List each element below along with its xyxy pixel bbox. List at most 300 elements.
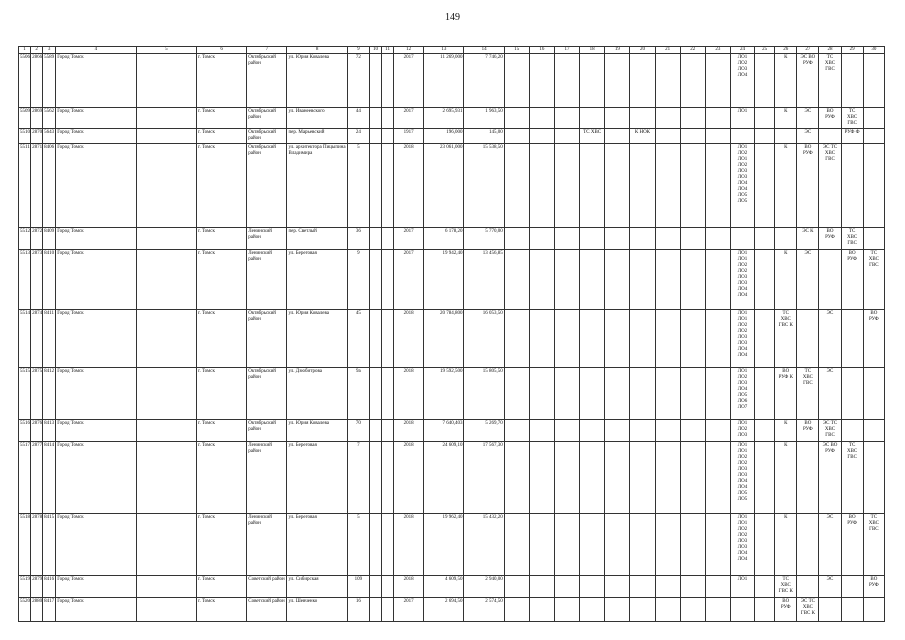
table-cell (382, 368, 394, 420)
table-cell (841, 144, 863, 228)
table-cell: 11 269,000 (424, 54, 464, 108)
table-cell (630, 420, 655, 442)
table-cell (605, 576, 630, 598)
table-cell (680, 250, 705, 310)
table-cell: 2866 (31, 54, 43, 108)
table-cell: 5506 (19, 54, 31, 108)
table-cell: 8411 (43, 310, 56, 368)
table-cell (554, 368, 579, 420)
table-cell (580, 514, 605, 576)
table-cell: 19 962,40 (424, 514, 464, 576)
table-cell: 5519 (19, 576, 31, 598)
table-cell (382, 576, 394, 598)
table-cell: ЭС ТС ХВС ГВС (819, 420, 841, 442)
table-cell (755, 514, 775, 576)
table-body (19, 54, 885, 622)
table-cell (369, 576, 381, 598)
table-cell (841, 368, 863, 420)
table-cell (136, 144, 196, 228)
column-number: 11 (382, 47, 394, 54)
table-cell (680, 108, 705, 129)
table-cell (529, 310, 554, 368)
table-cell: 5510 (19, 129, 31, 144)
table-cell (630, 144, 655, 228)
table-cell: 70 (347, 420, 369, 442)
table-cell (605, 54, 630, 108)
table-cell: г. Томск (196, 368, 246, 420)
table-cell (819, 598, 841, 622)
column-number: 9 (347, 47, 369, 54)
table-cell (369, 129, 381, 144)
registry-table (18, 46, 885, 622)
table-cell: 196,000 (424, 129, 464, 144)
table-cell: 5589 (43, 54, 56, 108)
table-cell: г. Томск (196, 514, 246, 576)
table-cell (554, 129, 579, 144)
table-cell: 2018 (394, 442, 424, 514)
table-cell (755, 54, 775, 108)
table-cell (680, 514, 705, 576)
table-cell (655, 420, 680, 442)
table-cell (554, 442, 579, 514)
table-cell: 9 (347, 250, 369, 310)
table-cell: ЛО1 ЛО1 ЛО2 ЛО2 ЛО3 ЛО3 ЛО4 ЛО4 (730, 514, 754, 576)
table-cell (504, 514, 529, 576)
table-cell (369, 54, 381, 108)
table-cell: ул. Береговая (287, 442, 347, 514)
table-cell: 2880 (31, 598, 43, 622)
table-cell (605, 228, 630, 250)
column-number: 10 (369, 47, 381, 54)
table-cell: Город Томск (56, 442, 136, 514)
table-row (19, 129, 885, 144)
table-cell (705, 310, 730, 368)
table-cell: 23 061,000 (424, 144, 464, 228)
table-cell: ЭС ТС ХВС ГВС (819, 144, 841, 228)
table-cell: г. Томск (196, 598, 246, 622)
table-cell (630, 108, 655, 129)
table-cell (580, 310, 605, 368)
table-cell (705, 144, 730, 228)
table-cell (680, 144, 705, 228)
table-cell: Город Томск (56, 576, 136, 598)
table-row (19, 108, 885, 129)
table-cell (529, 144, 554, 228)
table-cell (863, 228, 884, 250)
column-number: 14 (464, 47, 504, 54)
column-number: 1 (19, 47, 31, 54)
table-cell: 7 640,403 (424, 420, 464, 442)
table-cell: ЭС (797, 129, 819, 144)
table-cell: 2875 (31, 368, 43, 420)
column-number: 5 (136, 47, 196, 54)
table-cell (680, 310, 705, 368)
column-number: 25 (755, 47, 775, 54)
table-cell: ТС ХВС (580, 129, 605, 144)
table-cell: 2879 (31, 576, 43, 598)
table-cell (136, 576, 196, 598)
table-cell (369, 228, 381, 250)
table-cell: 8412 (43, 368, 56, 420)
table-cell (797, 442, 819, 514)
table-cell: ТС ХВС ГВС (819, 54, 841, 108)
table-cell: ЭС (819, 310, 841, 368)
table-cell (504, 576, 529, 598)
table-cell (605, 108, 630, 129)
table-cell (630, 54, 655, 108)
table-cell (841, 54, 863, 108)
table-cell (797, 310, 819, 368)
table-cell (136, 108, 196, 129)
table-cell: 15 432,20 (464, 514, 504, 576)
table-cell (755, 228, 775, 250)
table-cell (680, 368, 705, 420)
table-cell: ЛО1 (730, 108, 754, 129)
table-cell: Город Томск (56, 108, 136, 129)
table-cell (136, 420, 196, 442)
table-cell: 8417 (43, 598, 56, 622)
table-cell (705, 250, 730, 310)
table-cell: Октябрьский район (247, 310, 287, 368)
table-cell (755, 420, 775, 442)
table-cell (580, 576, 605, 598)
table-cell (680, 576, 705, 598)
table-cell: 2018 (394, 420, 424, 442)
table-cell: 5518 (19, 514, 31, 576)
table-cell: 5 (347, 514, 369, 576)
column-number: 4 (56, 47, 136, 54)
table-cell: К (775, 144, 797, 228)
column-number: 15 (504, 47, 529, 54)
table-cell: Ленинский район (247, 514, 287, 576)
table-cell: Город Томск (56, 250, 136, 310)
table-cell: 5 (347, 144, 369, 228)
table-cell: 7 746,20 (464, 54, 504, 108)
table-cell (863, 129, 884, 144)
table-cell: 24 609,10 (424, 442, 464, 514)
table-cell (655, 310, 680, 368)
table-cell: К (775, 108, 797, 129)
table-cell: 8406 (43, 144, 56, 228)
table-row (19, 420, 885, 442)
table-cell: 9а (347, 368, 369, 420)
table-cell: 5517 (19, 442, 31, 514)
column-number: 17 (554, 47, 579, 54)
table-cell: ТС ХВС ГВС (841, 108, 863, 129)
table-cell (680, 228, 705, 250)
table-cell (705, 442, 730, 514)
table-cell (580, 108, 605, 129)
column-number: 26 (775, 47, 797, 54)
table-cell: 1917 (394, 129, 424, 144)
table-cell: 5512 (19, 228, 31, 250)
table-cell: ЭС (797, 250, 819, 310)
table-cell: Ленинский район (247, 228, 287, 250)
table-cell (580, 228, 605, 250)
table-cell: 8409 (43, 228, 56, 250)
table-cell (504, 144, 529, 228)
table-cell (369, 144, 381, 228)
table-cell (655, 514, 680, 576)
table-cell: ул. Дзюбитрова (287, 368, 347, 420)
table-cell: Октябрьский район (247, 420, 287, 442)
table-row (19, 250, 885, 310)
table-cell: г. Томск (196, 108, 246, 129)
table-cell: 4 609,50 (424, 576, 464, 598)
table-cell (655, 598, 680, 622)
table-cell (369, 598, 381, 622)
table-row (19, 442, 885, 514)
table-cell (655, 250, 680, 310)
table-cell: ТС ХВС ГВС (841, 228, 863, 250)
table-cell (755, 442, 775, 514)
table-cell (705, 598, 730, 622)
table-cell (529, 228, 554, 250)
table-cell: г. Томск (196, 54, 246, 108)
table-cell: 2877 (31, 442, 43, 514)
table-cell (655, 442, 680, 514)
table-cell (529, 598, 554, 622)
table-cell: 72 (347, 54, 369, 108)
table-cell (655, 368, 680, 420)
table-cell: ЭС К (797, 228, 819, 250)
table-cell (504, 598, 529, 622)
table-cell (529, 368, 554, 420)
table-cell (730, 129, 754, 144)
table-cell: 15 805,50 (464, 368, 504, 420)
table-row (19, 144, 885, 228)
table-cell (382, 598, 394, 622)
table-cell (775, 228, 797, 250)
table-cell: г. Томск (196, 250, 246, 310)
table-cell: 2018 (394, 576, 424, 598)
table-cell (705, 514, 730, 576)
table-cell: ул. Юрия Ковалева (287, 420, 347, 442)
table-cell: Город Томск (56, 228, 136, 250)
table-cell: ул. Береговая (287, 514, 347, 576)
table-cell: ВО РУФ (841, 514, 863, 576)
table-cell: 2017 (394, 598, 424, 622)
table-cell: 5 269,70 (464, 420, 504, 442)
table-cell (369, 514, 381, 576)
table-cell (705, 420, 730, 442)
table-cell (580, 442, 605, 514)
table-cell: 2869 (31, 108, 43, 129)
table-row (19, 514, 885, 576)
table-cell (136, 310, 196, 368)
table-cell: Город Томск (56, 310, 136, 368)
table-cell (605, 250, 630, 310)
table-cell: ВО РУФ К (775, 368, 797, 420)
table-cell (655, 144, 680, 228)
table-cell (382, 54, 394, 108)
table-cell: 2870 (31, 129, 43, 144)
column-number: 19 (605, 47, 630, 54)
table-cell: ЭС (797, 108, 819, 129)
column-number: 20 (630, 47, 655, 54)
table-cell (504, 250, 529, 310)
table-cell (504, 368, 529, 420)
table-cell (841, 598, 863, 622)
table-cell (529, 576, 554, 598)
table-cell (580, 144, 605, 228)
table-cell: 1 963,50 (464, 108, 504, 129)
table-cell (136, 129, 196, 144)
table-cell (136, 442, 196, 514)
table-cell: 8414 (43, 442, 56, 514)
table-cell (136, 54, 196, 108)
table-cell: г. Томск (196, 576, 246, 598)
table-cell: 6 178,20 (424, 228, 464, 250)
table-cell (630, 228, 655, 250)
table-cell: 2878 (31, 514, 43, 576)
table-cell (554, 228, 579, 250)
table-cell: 2017 (394, 108, 424, 129)
table-cell (655, 576, 680, 598)
table-cell (605, 144, 630, 228)
table-cell: Октябрьский район (247, 54, 287, 108)
column-number: 13 (424, 47, 464, 54)
table-cell: г. Томск (196, 228, 246, 250)
table-cell: 2876 (31, 420, 43, 442)
table-cell: Город Томск (56, 420, 136, 442)
table-cell (554, 420, 579, 442)
table-cell: ЛО1 ЛО2 ЛО3 ЛО4 ЛО5 ЛО6 ЛО7 (730, 368, 754, 420)
table-cell: ВО РУФ (819, 228, 841, 250)
table-cell (382, 228, 394, 250)
table-cell: г. Томск (196, 310, 246, 368)
table-cell (819, 129, 841, 144)
table-cell: 5516 (19, 420, 31, 442)
table-cell (863, 420, 884, 442)
table-cell: К НОК (630, 129, 655, 144)
table-cell (554, 576, 579, 598)
table-cell: 109 (347, 576, 369, 598)
table-cell (730, 598, 754, 622)
table-cell (863, 442, 884, 514)
table-cell (863, 144, 884, 228)
table-cell (529, 442, 554, 514)
table-cell (705, 129, 730, 144)
table-cell: ВО РУФ (797, 420, 819, 442)
table-cell: 2 574,50 (464, 598, 504, 622)
table-cell (730, 228, 754, 250)
table-cell: 5562 (43, 108, 56, 129)
table-cell (755, 310, 775, 368)
table-cell (605, 129, 630, 144)
column-number: 22 (680, 47, 705, 54)
table-cell (504, 442, 529, 514)
table-cell (605, 420, 630, 442)
table-cell: ЛО1 ЛО2 ЛО1 ЛО2 ЛО3 ЛО3 ЛО4 ЛО4 ЛО5 ЛО5 (730, 144, 754, 228)
table-cell: ЛО1 ЛО2 ЛО3 (730, 420, 754, 442)
table-row (19, 54, 885, 108)
table-cell (136, 368, 196, 420)
table-cell (554, 108, 579, 129)
table-cell (369, 310, 381, 368)
table-cell: 17 567,30 (464, 442, 504, 514)
table-cell (529, 129, 554, 144)
table-cell (136, 250, 196, 310)
table-cell (554, 310, 579, 368)
table-cell (382, 129, 394, 144)
table-cell: ВО РУФ (863, 576, 884, 598)
table-cell (554, 598, 579, 622)
table-cell (580, 368, 605, 420)
table-cell (680, 54, 705, 108)
table-cell (580, 54, 605, 108)
column-number: 30 (863, 47, 884, 54)
table-cell: 8415 (43, 514, 56, 576)
table-cell (504, 228, 529, 250)
table-cell: ВО РУФ (797, 144, 819, 228)
table-cell: К (775, 442, 797, 514)
table-cell: ул. Юрия Ковалева (287, 310, 347, 368)
table-cell (369, 250, 381, 310)
table-cell: ЭС ВО РУФ (819, 442, 841, 514)
table-cell (382, 250, 394, 310)
table-cell: ул. Иванеевского (287, 108, 347, 129)
table-cell: 5514 (19, 310, 31, 368)
table-cell (705, 54, 730, 108)
table-cell (863, 54, 884, 108)
table-cell: 5520 (19, 598, 31, 622)
table-cell (755, 368, 775, 420)
table-cell (630, 310, 655, 368)
table-cell: ВО РУФ (841, 250, 863, 310)
table-cell: ЛО1 (730, 576, 754, 598)
table-cell (369, 442, 381, 514)
table-cell (136, 598, 196, 622)
table-cell: К (775, 250, 797, 310)
table-cell: 2873 (31, 250, 43, 310)
table-cell: Город Томск (56, 368, 136, 420)
table-cell (605, 598, 630, 622)
column-number: 27 (797, 47, 819, 54)
table-cell: 2871 (31, 144, 43, 228)
table-row (19, 598, 885, 622)
column-number: 28 (819, 47, 841, 54)
table-cell: ул. Береговая (287, 250, 347, 310)
table-cell: 5643 (43, 129, 56, 144)
page-number: 149 (445, 12, 460, 23)
table-cell: пер. Марьевский (287, 129, 347, 144)
table-cell: 45 (347, 310, 369, 368)
table-cell: ЛО1 ЛО1 ЛО2 ЛО2 ЛО3 ЛО3 ЛО4 ЛО4 (730, 250, 754, 310)
table-cell: ВО РУФ (863, 310, 884, 368)
table-cell: ТС ХВС ГВС (863, 250, 884, 310)
table-cell (605, 368, 630, 420)
table-cell: 19 592,500 (424, 368, 464, 420)
table-cell (755, 144, 775, 228)
table-cell: ТС ХВС ГВС (863, 514, 884, 576)
table-cell: г. Томск (196, 144, 246, 228)
table-cell: Октябрьский район (247, 129, 287, 144)
table-cell: ул. Сибирская (287, 576, 347, 598)
table-cell: 24 (347, 129, 369, 144)
table-cell (504, 310, 529, 368)
table-cell (382, 514, 394, 576)
table-cell: 16 053,50 (464, 310, 504, 368)
table-cell: Октябрьский район (247, 144, 287, 228)
table-cell: г. Томск (196, 442, 246, 514)
table-cell (775, 129, 797, 144)
column-number: 23 (705, 47, 730, 54)
table-cell (630, 514, 655, 576)
table-cell (136, 228, 196, 250)
table-cell: Советский район (247, 598, 287, 622)
table-cell: 5515 (19, 368, 31, 420)
